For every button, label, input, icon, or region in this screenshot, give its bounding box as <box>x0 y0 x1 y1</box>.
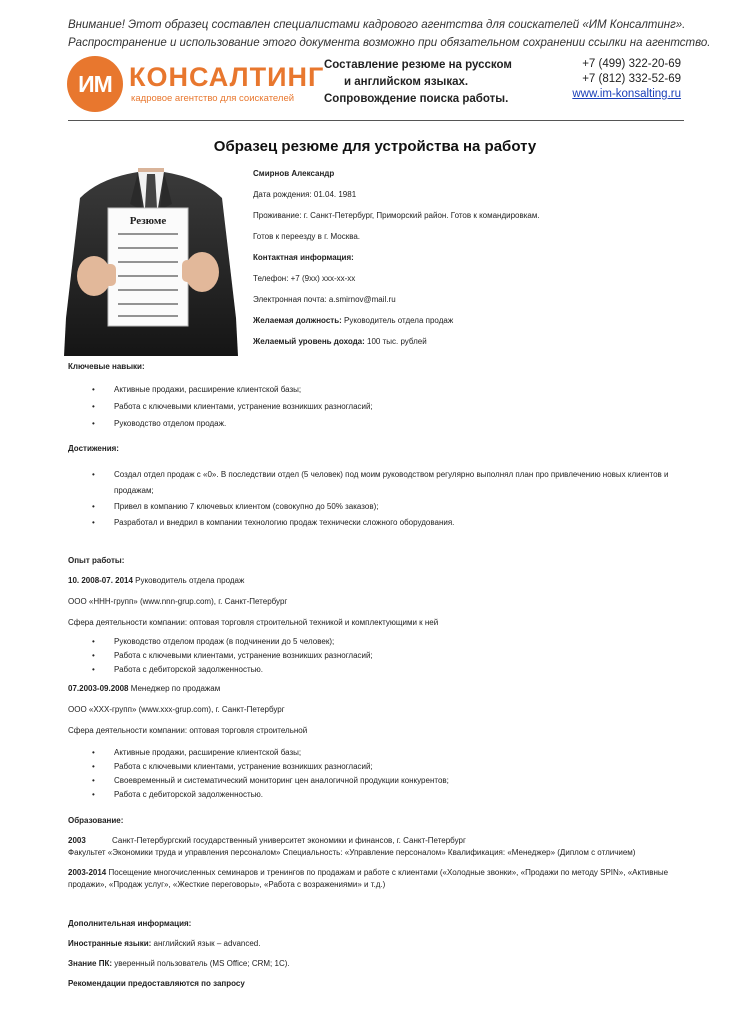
job-duty: • Активные продажи, расширение клиентской базы; <box>114 746 708 760</box>
position-value: Руководитель отдела продаж <box>341 316 454 325</box>
achievements-section <box>68 443 708 531</box>
document-title: Образец резюме для устройства на работу <box>213 138 537 155</box>
education-heading: Образование: <box>68 816 124 825</box>
agency-services <box>324 57 524 108</box>
achievements-heading: Достижения: <box>68 444 119 453</box>
achievement-item: • Разработал и внедрил в компании технологию продаж технически сложного оборудования. <box>114 515 708 531</box>
skill-item: • Активные продажи, расширение клиентской базы; <box>114 381 708 398</box>
references-note: Рекомендации предоставляются по запросу <box>68 979 245 988</box>
job-company: ООО «ННН-групп» (www.nnn-grup.com), г. Санкт-Петербург <box>68 597 288 606</box>
achievement-item: • Привел в компанию 7 ключевых клиентом (совокупно до 50% заказов); <box>114 499 708 515</box>
education-section <box>68 815 708 891</box>
additional-heading: Дополнительная информация: <box>68 919 192 928</box>
notice-line-1: Внимание! Этот образец составлен специалистами кадрового агентства для соискателей «ИМ Консалтинг». <box>68 19 686 31</box>
experience-section <box>68 555 708 802</box>
job-period: 07.2003-09.2008 <box>68 684 129 693</box>
education-university: Санкт-Петербургский государственный университет экономики и финансов, г. Санкт-Петербург <box>112 836 466 845</box>
position-label: Желаемая должность: <box>253 316 342 325</box>
agency-logo[interactable] <box>67 56 325 112</box>
pc-label: Знание ПК: <box>68 959 113 968</box>
skill-item: • Работа с ключевыми клиентами, устранение возникших разногласий; <box>114 398 708 415</box>
personal-info <box>253 168 693 357</box>
contact-phone: Телефон: +7 (9xx) xxx-xx-xx <box>253 274 356 283</box>
languages-label: Иностранные языки: <box>68 939 152 948</box>
languages-row <box>68 938 708 950</box>
education-year: 2003 <box>68 836 86 845</box>
languages-value: английский язык – advanced. <box>151 939 261 948</box>
services-line-3: Сопровождение поиска работы. <box>324 93 509 105</box>
logo-name: КОНСАЛТИНГ <box>129 62 325 92</box>
skill-item: • Руководство отделом продаж. <box>114 415 708 432</box>
experience-heading: Опыт работы: <box>68 556 125 565</box>
achievement-item: • Создал отдел продаж с «0». В последствии отдел (5 человек) под моим руководством регулярно выполнял план про привлечению новых клиентов и продажам; <box>114 467 708 499</box>
job-sphere: Сфера деятельности компании: оптовая торговля строительной техникой и комплектующими к ней <box>68 618 439 627</box>
job-period-role <box>68 575 708 587</box>
education-faculty: Факультет «Экономики труда и управления персоналом» Специальность: «Управление персоналом» Квалификация: «Менеджер» (Диплом с отличием) <box>68 848 636 857</box>
skills-section <box>68 361 708 432</box>
services-line-1: Составление резюме на русском <box>324 59 512 71</box>
header-divider <box>68 120 684 121</box>
salary-label: Желаемый уровень дохода: <box>253 337 365 346</box>
agency-phone-1: +7 (499) 322-20-69 <box>582 58 681 70</box>
candidate-photo <box>60 168 240 356</box>
job-duty: • Работа с дебиторской задолженностью. <box>114 663 708 677</box>
logo-circle-icon: ИМ <box>67 56 123 112</box>
job-period-role <box>68 683 708 695</box>
residence: Проживание: г. Санкт-Петербург, Приморский район. Готов к командировкам. <box>253 211 540 220</box>
job-duty: • Своевременный и систематический мониторинг цен аналогичной продукции конкурентов; <box>114 774 708 788</box>
job-period: 10. 2008-07. 2014 <box>68 576 133 585</box>
desired-salary <box>253 336 693 357</box>
birth-date: Дата рождения: 01.04. 1981 <box>253 190 357 199</box>
skills-heading: Ключевые навыки: <box>68 362 145 371</box>
job-duty: • Работа с ключевыми клиентами, устранение возникших разногласий; <box>114 760 708 774</box>
notice-line-2: Распространение и использование этого документа возможно при обязательном сохранении ссылки на агентство. <box>68 37 711 49</box>
logo-tagline: кадровое агентство для соискателей <box>131 93 295 104</box>
job-company: ООО «ХХХ-групп» (www.xxx-grup.com), г. Санкт-Петербург <box>68 705 285 714</box>
agency-notice <box>68 16 728 52</box>
salary-value: 100 тыс. рублей <box>364 337 427 346</box>
additional-section <box>68 918 708 990</box>
job-duty: • Работа с дебиторской задолженностью. <box>114 788 708 802</box>
job-duty: • Работа с ключевыми клиентами, устранение возникших разногласий; <box>114 649 708 663</box>
education-university-row <box>68 835 708 847</box>
services-line-2: и английском языках. <box>344 76 469 88</box>
agency-website-link[interactable]: www.im-konsalting.ru <box>572 88 681 100</box>
resume-sign-title: Резюме <box>129 215 167 227</box>
job-role: Менеджер по продажам <box>128 684 221 693</box>
agency-contacts <box>572 57 681 102</box>
relocation: Готов к переезду в г. Москва. <box>253 232 361 241</box>
candidate-name: Смирнов Александр <box>253 169 335 178</box>
job-duty: • Руководство отделом продаж (в подчинении до 5 человек); <box>114 635 708 649</box>
pc-skills-row <box>68 958 708 970</box>
job-sphere: Сфера деятельности компании: оптовая торговля строительной <box>68 726 308 735</box>
courses-period: 2003-2014 <box>68 868 107 877</box>
job-role: Руководитель отдела продаж <box>132 576 245 585</box>
courses-text: Посещение многочисленных семинаров и тренингов по продажам и работе с клиентами («Холодные звонки», «Продажи по методу SPIN», «Активные продажи», «Продаж услуг», «Жесткие переговоры», «Работа с возражениями» и т.д.) <box>68 868 669 889</box>
pc-value: уверенный пользователь (MS Office; CRM; 1С). <box>112 959 290 968</box>
contact-heading: Контактная информация: <box>253 253 354 262</box>
agency-phone-2: +7 (812) 332-52-69 <box>582 73 681 85</box>
desired-position <box>253 315 693 336</box>
education-courses <box>68 867 708 891</box>
contact-email: Электронная почта: a.smirnov@mail.ru <box>253 295 396 304</box>
